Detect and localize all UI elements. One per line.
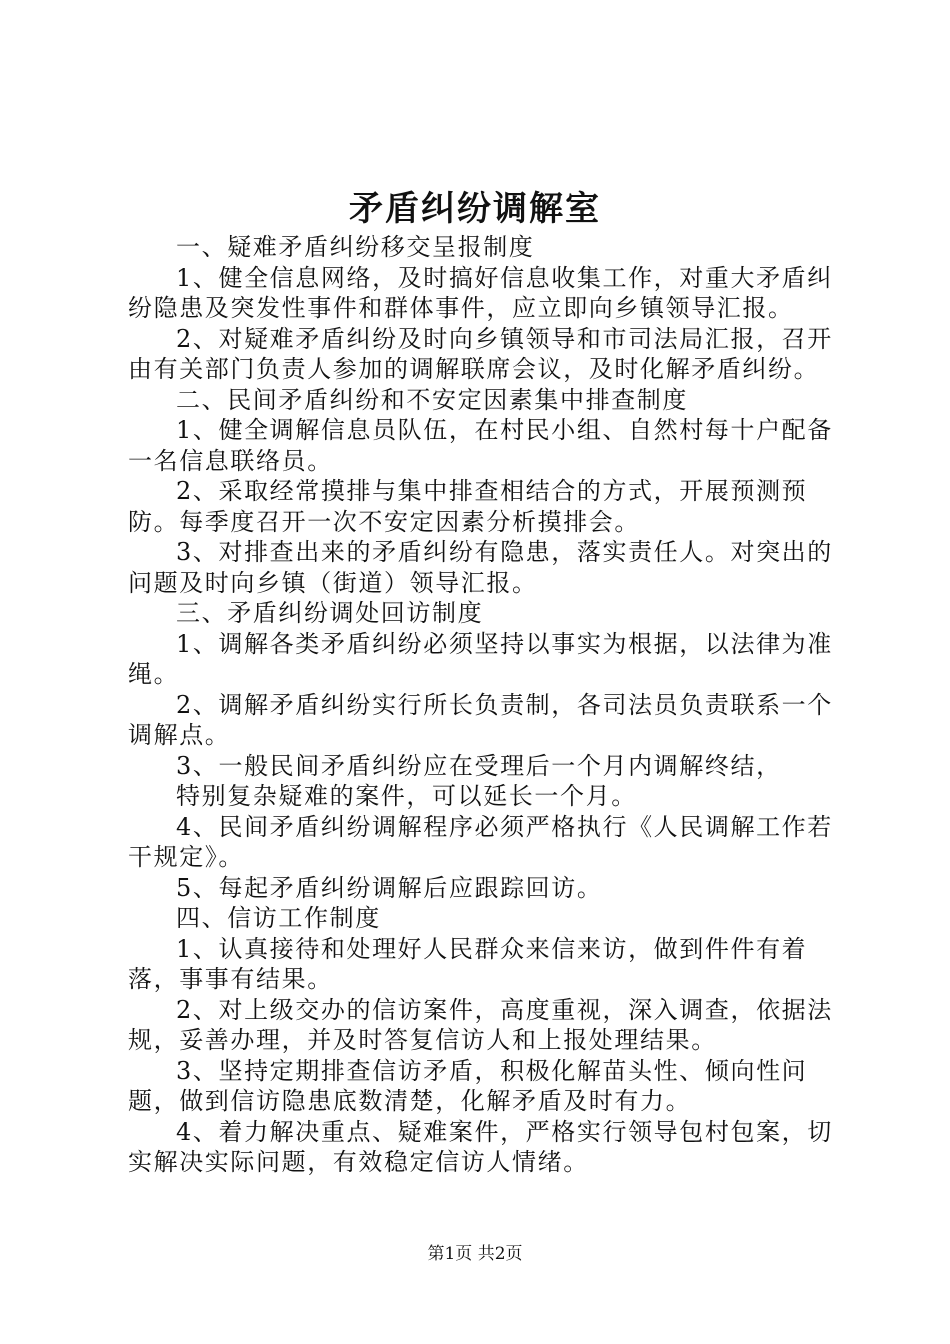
document-body <box>128 232 840 1178</box>
paragraph: 3、对排查出来的矛盾纠纷有隐患，落实责任人。对突出的问题及时向乡镇（街道）领导汇报。 <box>128 538 833 597</box>
paragraph: 2、采取经常摸排与集中排查相结合的方式，开展预测预防。每季度召开一次不安定因素分析摸排会。 <box>128 477 808 536</box>
paragraph: 1、认真接待和处理好人民群众来信来访，做到件件有着落，事事有结果。 <box>128 934 808 993</box>
page-footer: 第1页 共2页 <box>427 1244 523 1264</box>
paragraph: 2、调解矛盾纠纷实行所长负责制，各司法员负责联系一个调解点。 <box>128 690 833 749</box>
paragraph: 3、坚持定期排查信访矛盾，积极化解苗头性、倾向性问题，做到信访隐患底数清楚，化解矛盾及时有力。 <box>128 1056 808 1115</box>
paragraph: 2、对上级交办的信访案件，高度重视，深入调查，依据法规，妥善办理，并及时答复信访人和上报处理结果。 <box>128 995 833 1054</box>
section-heading: 四、信访工作制度 <box>176 904 381 932</box>
paragraph: 3、一般民间矛盾纠纷应在受理后一个月内调解终结， <box>176 751 782 780</box>
document-title: 矛盾纠纷调解室 <box>349 189 601 229</box>
paragraph: 4、着力解决重点、疑难案件，严格实行领导包村包案，切实解决实际问题，有效稳定信访人情绪。 <box>128 1117 833 1176</box>
paragraph: 特别复杂疑难的案件，可以延长一个月。 <box>176 782 637 810</box>
paragraph: 4、民间矛盾纠纷调解程序必须严格执行《人民调解工作若干规定》。 <box>128 812 833 871</box>
section-heading: 二、民间矛盾纠纷和不安定因素集中排查制度 <box>176 385 688 414</box>
paragraph: 1、健全信息网络，及时搞好信息收集工作，对重大矛盾纠纷隐患及突发性事件和群体事件，应立即向乡镇领导汇报。 <box>128 263 833 322</box>
section-heading: 三、矛盾纠纷调处回访制度 <box>176 599 484 627</box>
paragraph: 5、每起矛盾纠纷调解后应跟踪回访。 <box>176 873 603 902</box>
paragraph: 1、健全调解信息员队伍，在村民小组、自然村每十户配备一名信息联络员。 <box>128 416 833 475</box>
paragraph: 2、对疑难矛盾纠纷及时向乡镇领导和市司法局汇报，召开由有关部门负责人参加的调解联席会议，及时化解矛盾纠纷。 <box>128 324 833 383</box>
section-heading: 一、疑难矛盾纠纷移交呈报制度 <box>176 233 535 261</box>
paragraph: 1、调解各类矛盾纠纷必须坚持以事实为根据，以法律为准绳。 <box>128 629 833 688</box>
